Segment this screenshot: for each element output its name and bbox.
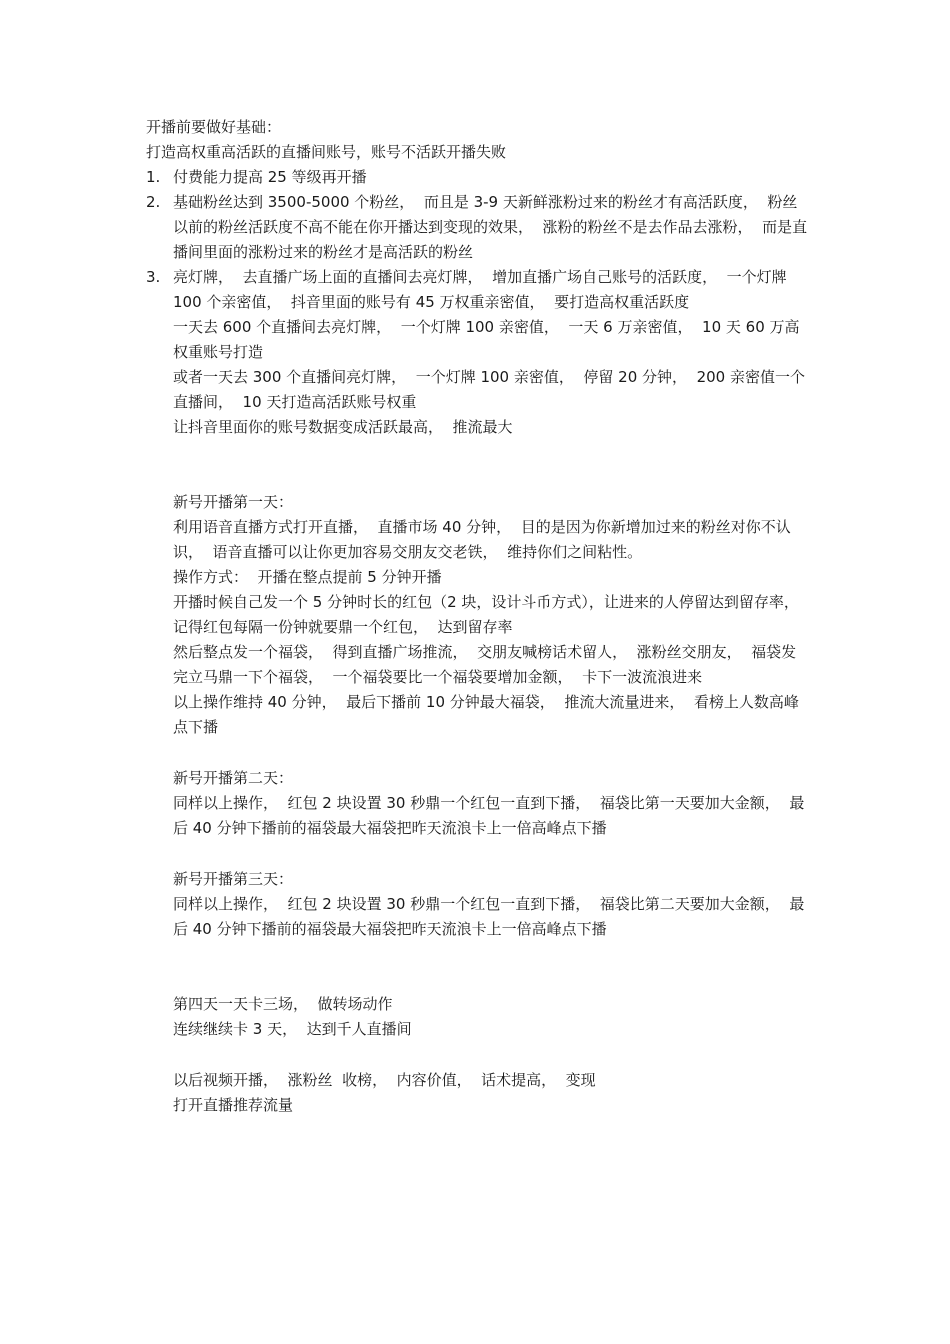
document-body: [146, 115, 808, 1118]
spacer: [146, 440, 808, 490]
day1-paragraph: 然后整点发一个福袋， 得到直播广场推流， 交朋友喊榜话术留人， 涨粉丝交朋友， 福袋发完立马鼎一下个福袋， 一个福袋要比一个福袋要增加金额， 卡下一波流浪进来: [173, 643, 797, 686]
day3-title: 新号开播第三天：: [173, 870, 294, 888]
item3-paragraph: 让抖音里面你的账号数据变成活跃最高， 推流最大: [173, 418, 513, 436]
list-text: 亮灯牌， 去直播广场上面的直播间去亮灯牌， 增加直播广场自己账号的活跃度， 一个灯牌 100 个亲密值， 抖音里面的账号有 45 万权重亲密值， 要打造高权重活跃度: [173, 268, 792, 311]
list-number: 2.: [146, 193, 161, 211]
day4-paragraph: 第四天一天卡三场， 做转场动作: [173, 995, 393, 1013]
day4-paragraph: 连续继续卡 3 天， 达到千人直播间: [173, 1020, 412, 1038]
list-number: 1.: [146, 168, 161, 186]
later-paragraph: 打开直播推荐流量: [173, 1096, 294, 1114]
day1-paragraph: 利用语音直播方式打开直播， 直播市场 40 分钟， 目的是因为你新增加过来的粉丝对你不认识， 语音直播可以让你更加容易交朋友交老铁， 维持你们之间粘性。: [173, 518, 791, 561]
day3-paragraph: 同样以上操作， 红包 2 块设置 30 秒鼎一个红包一直到下播， 福袋比第二天要加大金额， 最后 40 分钟下播前的福袋最大福袋把昨天流浪卡上一倍高峰点下播: [173, 895, 805, 938]
intro-heading: 开播前要做好基础：: [146, 118, 282, 136]
list-text: 付费能力提高 25 等级再开播: [173, 168, 367, 186]
day1-title: 新号开播第一天：: [173, 493, 294, 511]
later-paragraph: 以后视频开播， 涨粉丝 收榜， 内容价值， 话术提高， 变现: [173, 1071, 596, 1089]
item3-paragraph: 或者一天去 300 个直播间亮灯牌， 一个灯牌 100 亲密值， 停留 20 分钟， 200 亲密值一个直播间， 10 天打造高活跃账号权重: [173, 368, 805, 411]
spacer: [146, 841, 808, 867]
spacer: [146, 1042, 808, 1068]
spacer: [146, 942, 808, 992]
list-item: [146, 165, 808, 190]
list-item: [146, 190, 808, 265]
day1-paragraph: 操作方式： 开播在整点提前 5 分钟开播: [173, 568, 442, 586]
day1-paragraph: 开播时候自己发一个 5 分钟时长的红包（2 块，设计斗币方式），让进来的人停留达到留存率，记得红包每隔一份钟就要鼎一个红包， 达到留存率: [173, 593, 799, 636]
list-item: [146, 265, 808, 315]
list-number: 3.: [146, 268, 161, 286]
spacer: [146, 740, 808, 766]
day2-title: 新号开播第二天：: [173, 769, 294, 787]
day1-paragraph: 以上操作维持 40 分钟， 最后下播前 10 分钟最大福袋， 推流大流量进来， 看榜上人数高峰点下播: [173, 693, 799, 736]
day2-paragraph: 同样以上操作， 红包 2 块设置 30 秒鼎一个红包一直到下播， 福袋比第一天要加大金额， 最后 40 分钟下播前的福袋最大福袋把昨天流浪卡上一倍高峰点下播: [173, 794, 805, 837]
intro-subheading: 打造高权重高活跃的直播间账号，账号不活跃开播失败: [146, 143, 507, 161]
item3-paragraph: 一天去 600 个直播间去亮灯牌， 一个灯牌 100 亲密值， 一天 6 万亲密值， 10 天 60 万高权重账号打造: [173, 318, 800, 361]
list-text: 基础粉丝达到 3500-5000 个粉丝， 而且是 3-9 天新鲜涨粉过来的粉丝才有高活跃度， 粉丝以前的粉丝活跃度不高不能在你开播达到变现的效果， 涨粉的粉丝不是去作品去涨粉， 而是直播间里面的涨粉过来的粉丝才是高活跃的粉丝: [173, 193, 808, 261]
